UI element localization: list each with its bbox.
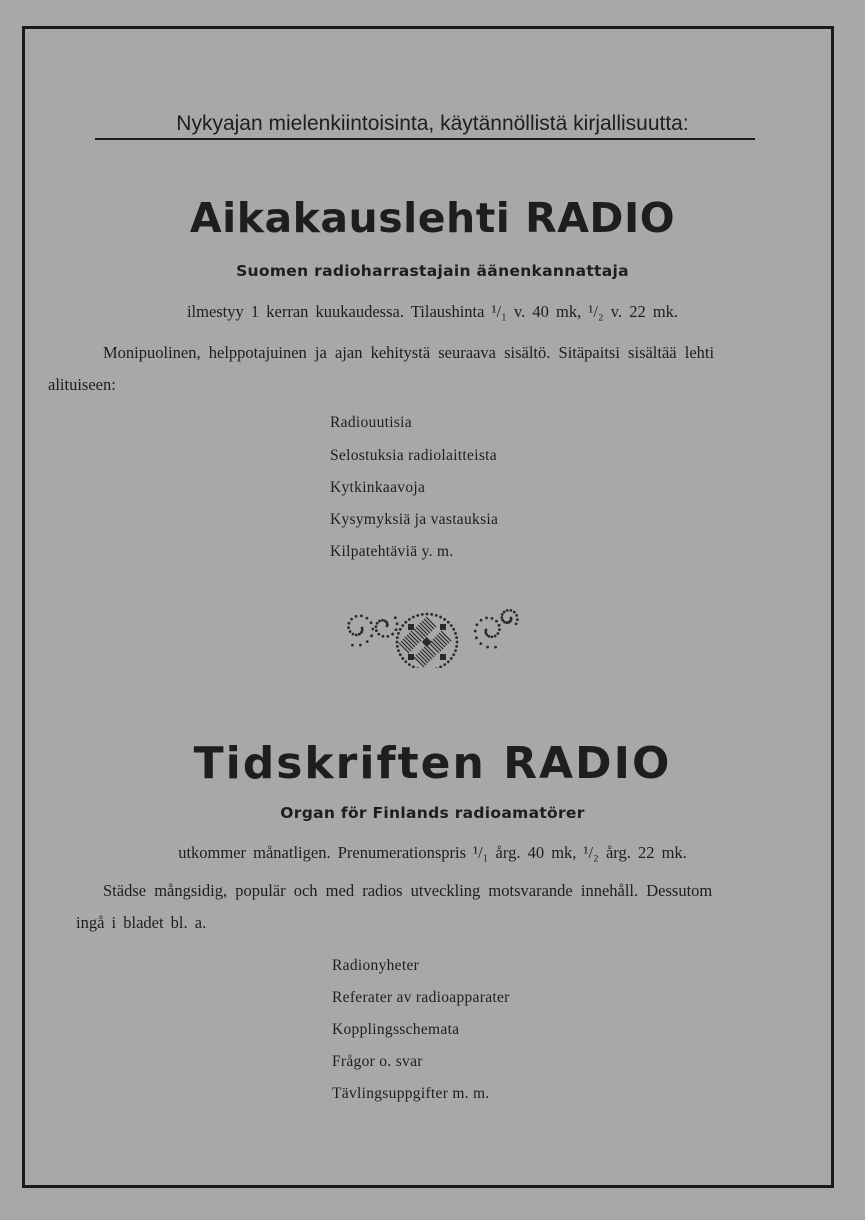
finnish-title: Aikakauslehti RADIO: [189, 194, 676, 242]
swedish-description: Städse mångsidig, populär och med radios utveckling motsvarande innehåll. Dessutom: [103, 881, 713, 900]
finnish-item: Radiouutisia: [330, 414, 412, 431]
finnish-subtitle: Suomen radioharrastajain äänenkannattaja: [236, 262, 629, 280]
swedish-item: Radionyheter: [332, 957, 420, 974]
finnish-item: Kysymyksiä ja vastauksia: [330, 511, 499, 528]
finnish-description-cont: alituiseen:: [48, 375, 116, 394]
swedish-description-cont: ingå i bladet bl. a.: [76, 913, 207, 932]
finnish-subscription: ilmestyy 1 kerran kuukaudessa. Tilaushinta ¹/₁ v. 40 mk, ¹/₂ v. 22 mk.: [186, 302, 679, 321]
header-line: Nykyajan mielenkiintoisinta, käytännöllistä kirjallisuutta:: [176, 112, 689, 135]
finnish-item: Kilpatehtäviä y. m.: [330, 543, 454, 560]
ornament-icon: [330, 598, 520, 668]
finnish-item: Selostuksia radiolaitteista: [330, 447, 497, 464]
swedish-subtitle: Organ för Finlands radioamatörer: [280, 804, 585, 822]
swedish-item: Tävlingsuppgifter m. m.: [332, 1085, 490, 1102]
header-underline: [95, 138, 755, 140]
swedish-title: Tidskriften RADIO: [193, 738, 672, 789]
swedish-item: Kopplingsschemata: [332, 1021, 460, 1038]
swedish-subscription: utkommer månatligen. Prenumerationspris ¹/₁ årg. 40 mk, ¹/₂ årg. 22 mk.: [178, 843, 687, 862]
swedish-item: Referater av radioapparater: [332, 989, 510, 1006]
finnish-item: Kytkinkaavoja: [330, 479, 426, 496]
swedish-item: Frågor o. svar: [332, 1053, 423, 1070]
finnish-description: Monipuolinen, helppotajuinen ja ajan kehitystä seuraava sisältö. Sitäpaitsi sisältää lehti: [103, 343, 715, 362]
